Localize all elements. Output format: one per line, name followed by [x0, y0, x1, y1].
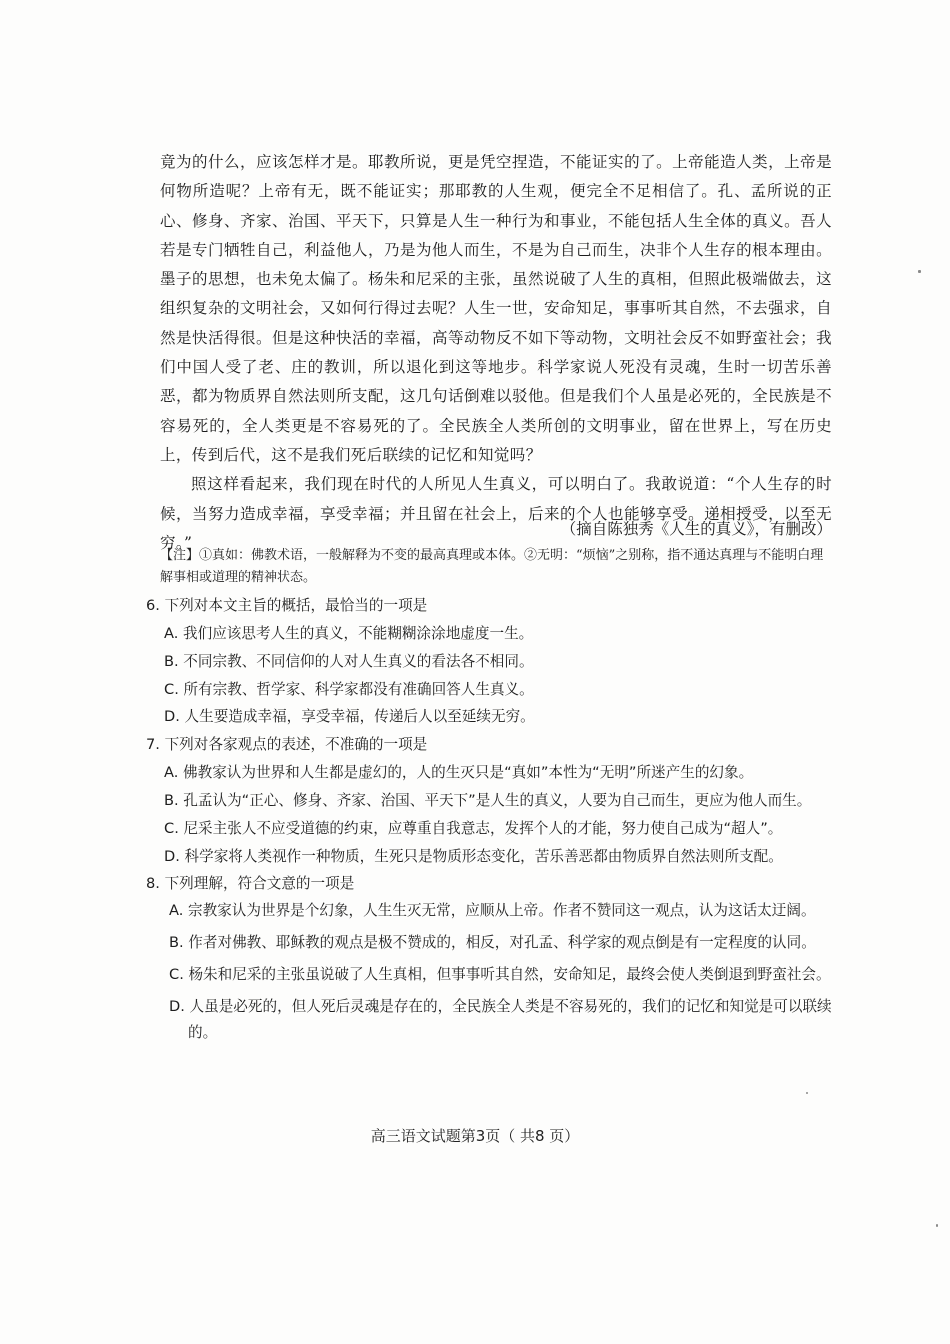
option-d: D. 人虽是必死的，但人死后灵魂是存在的，全民族全人类是不容易死的，我们的记忆和知觉是可以联续的。 [169, 998, 832, 1042]
option-c: C. 所有宗教、哲学家、科学家都没有准确回答人生真义。 [164, 680, 534, 698]
option-a: A. 我们应该思考人生的真义，不能糊糊涂涂地虚度一生。 [164, 625, 534, 642]
option-b: B. 孔孟认为“正心、修身、齐家、治国、平天下”是人生的真义，人要为自己而生，更应为他人而生。 [164, 791, 812, 809]
option-a: A. 佛教家认为世界和人生都是虚幻的，人的生灭只是“真如”本性为“无明”所迷产生的幻象。 [164, 764, 754, 782]
annotation-note: 【注】①真如：佛教术语，一般解释为不变的最高真理或本体。②无明：“烦恼”之别称，指不通达真理与不能明白理解事相或道理的精神状态。 [160, 548, 824, 585]
option-d: D. 人生要造成幸福，享受幸福，传递后人以至延续无穷。 [164, 708, 535, 726]
question-stem: 7. 下列对各家观点的表述，不准确的一项是 [146, 736, 428, 754]
question-stem: 8. 下列理解，符合文意的一项是 [146, 875, 355, 893]
question-6 [146, 592, 846, 731]
passage-paragraph: 竟为的什么，应该怎样才是。耶教所说，更是凭空捏造，不能证实的了。上帝能造人类，上帝是何物所造呢？上帝有无，既不能证实；那耶教的人生观，便完全不足相信了。孔、孟所说的正心、修身、齐家、治国、平天下，只算是人生一种行为和事业，不能包括人生全体的真义。吾人若是专门牺牲自己，利益他人，乃是为他人而生，不是为自己而生，决非个人生存的根本理由。墨子的思想，也未免太偏了。杨朱和尼采的主张，虽然说破了人生的真相，但照此极端做去，这组织复杂的文明社会，又如何行得过去呢？人生一世，安命知足，事事听其自然，不去强求，自然是快活得很。但是这种快活的幸福，高等动物反不如下等动物，文明社会反不如野蛮社会；我们中国人受了老、庄的教训，所以退化到这等地步。科学家说人死没有灵魂，生时一切苦乐善恶，都为物质界自然法则所支配，这几句话倒难以驳他。但是我们个人虽是必死的，全民族是不容易死的，全人类更是不容易死的了。全民族全人类所创的文明事业，留在世界上，写在历史上，传到后代，这不是我们死后联续的记忆和知觉吗？ [160, 153, 832, 464]
option-b: B. 不同宗教、不同信仰的人对人生真义的看法各不相同。 [164, 652, 534, 670]
scan-speck [918, 270, 921, 273]
passage-source: （摘自陈独秀《人生的真义》，有删改） [560, 520, 832, 538]
option-d: D. 科学家将人类视作一种物质，生死只是物质形态变化，苦乐善恶都由物质界自然法则所支配。 [164, 847, 783, 865]
scan-speck [936, 1224, 938, 1227]
option-c: C. 杨朱和尼采的主张虽说破了人生真相，但事事听其自然，安命知足，最终会使人类倒退到野蛮社会。 [169, 966, 831, 984]
question-8 [146, 870, 846, 1046]
reading-passage [160, 148, 832, 558]
question-stem: 6. 下列对本文主旨的概括，最恰当的一项是 [146, 597, 428, 614]
question-7 [146, 731, 846, 870]
option-c: C. 尼采主张人不应受道德的约束，应尊重自我意志，发挥个人的才能，努力使自己成为“超人”。 [164, 819, 783, 837]
question-list [146, 592, 846, 1052]
page-footer: 高三语文试题第3页（ 共8 页） [370, 1127, 580, 1145]
option-b: B. 作者对佛教、耶稣教的观点是极不赞成的，相反，对孔孟、科学家的观点倒是有一定程度的认同。 [169, 934, 816, 952]
scan-speck [806, 1092, 808, 1094]
option-a: A. 宗教家认为世界是个幻象，人生生灭无常，应顺从上帝。作者不赞同这一观点，认为这话太迂阔。 [169, 902, 816, 920]
passage-paragraph: 照这样看起来，我们现在时代的人所见人生真义，可以明白了。我敢说道：“个人生存的时候，当努力造成幸福，享受幸福；并且留在社会上，后来的个人也能够享受。递相授受，以至无穷。” [160, 475, 832, 552]
